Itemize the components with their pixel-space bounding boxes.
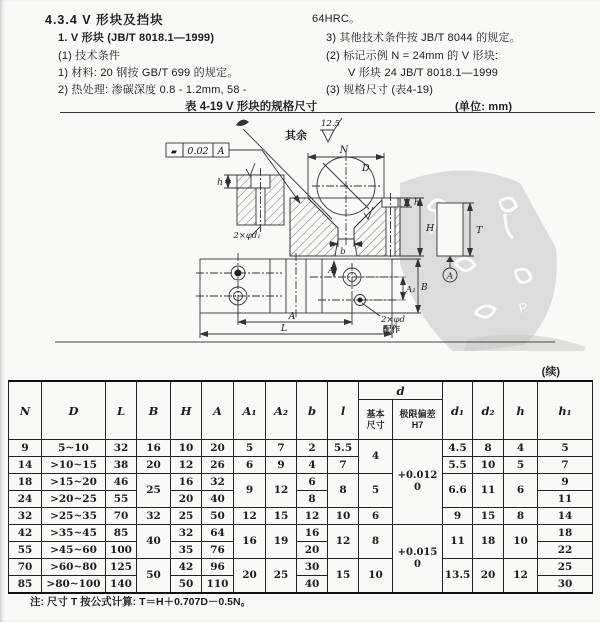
tolerance-symbol: ▰ [170, 147, 178, 156]
cell-l: 15 [328, 559, 359, 594]
cell-H: 50 [171, 576, 202, 594]
cell-B: 25 [137, 474, 171, 508]
cell-H: 16 [171, 474, 202, 491]
spec-table-wrap [8, 380, 593, 594]
tolerance-datum: A [217, 146, 225, 157]
cell-L: 70 [106, 508, 137, 525]
cell-l: 8 [328, 474, 359, 508]
cell-A1: 20 [234, 559, 266, 594]
cell-D: >25~35 [42, 508, 106, 525]
dev-line2: H7 [411, 419, 424, 430]
cell-d2: 20 [473, 559, 504, 594]
col-A2: A₂ [266, 381, 297, 440]
cell-h1: 7 [538, 457, 593, 474]
cell-h: 10 [504, 525, 538, 559]
col-d-basic [359, 400, 393, 440]
dim-H: H [426, 223, 435, 234]
table-caption: 表 4-19 V 形块的规格尺寸 [185, 101, 318, 113]
cell-b: 2 [297, 440, 328, 457]
cell-l: 5.5 [328, 440, 359, 457]
cell-B: 16 [137, 440, 171, 457]
para-hrc: 64HRC。 [312, 13, 361, 25]
cell-h1: 11 [538, 491, 593, 508]
cell-l: 10 [328, 508, 359, 525]
col-h: h [504, 381, 538, 440]
table-row [9, 457, 593, 474]
ra-check-icon [246, 163, 255, 176]
dim-N: N [339, 145, 349, 156]
cell-n: 18 [9, 474, 42, 491]
cell-h: 4 [504, 440, 538, 457]
col-B: B [137, 381, 171, 440]
cell-n: 9 [9, 440, 42, 457]
cell-A1: 9 [234, 474, 266, 508]
other-surfaces-label: 其余 [285, 130, 307, 142]
cell-A1: 5 [234, 440, 266, 457]
cell-A: 64 [202, 525, 234, 542]
col-H: H [171, 381, 202, 440]
dev-bot: 0 [414, 482, 421, 493]
cell-d1: 11 [443, 525, 473, 559]
cell-B: 32 [137, 508, 171, 525]
spec-table [8, 380, 593, 594]
dim-B: B [421, 283, 428, 293]
cell-L: 100 [106, 542, 137, 559]
cell-d2: 11 [473, 474, 504, 508]
cell-d-basic: 4 [359, 440, 393, 474]
table-row [9, 559, 593, 576]
cell-h: 5 [504, 457, 538, 474]
cell-h1: 14 [538, 508, 593, 525]
cell-A: 76 [202, 542, 234, 559]
cell-n: 14 [9, 457, 42, 474]
dim-A1: A₁ [328, 266, 337, 275]
col-L: L [106, 381, 137, 440]
para-material: 1) 材料: 20 钢按 GB/T 699 的规定。 [58, 67, 239, 79]
cell-A2: 12 [266, 474, 297, 508]
cell-H: 35 [171, 542, 202, 559]
dim-T: T [476, 225, 483, 236]
table-footnote: 注: 尺寸 T 按公式计算: T＝H＋0.707D－0.5N。 [30, 596, 252, 608]
table-unit: (单位: mm) [455, 101, 513, 113]
cell-h1: 22 [538, 542, 593, 559]
roughness-check-icon [236, 120, 249, 126]
dev-top: +0.012 [397, 470, 438, 481]
cell-B: 40 [137, 525, 171, 559]
cell-H: 25 [171, 508, 202, 525]
cell-A: 20 [202, 440, 234, 457]
table-row [9, 474, 593, 491]
top-holes-label: 2×φd [381, 315, 405, 325]
cell-D: >35~45 [42, 525, 106, 542]
cell-b: 4 [297, 457, 328, 474]
col-d1: d₁ [443, 381, 473, 440]
cell-n: 85 [9, 576, 42, 594]
dim-A: A [288, 311, 296, 322]
cell-A2: 15 [266, 508, 297, 525]
cell-h: 8 [504, 508, 538, 525]
cell-h1: 18 [538, 525, 593, 542]
col-b: b [297, 381, 328, 440]
cell-D: >10~15 [42, 457, 106, 474]
cell-D: >60~80 [42, 559, 106, 576]
col-A1: A₁ [234, 381, 266, 440]
cell-l: 12 [328, 525, 359, 559]
cell-d2: 18 [473, 525, 504, 559]
cell-n: 24 [9, 491, 42, 508]
cell-d1: 9 [443, 508, 473, 525]
cell-A: 26 [202, 457, 234, 474]
cell-A2: 7 [266, 440, 297, 457]
table-row [9, 508, 593, 525]
para-marking-line: V 形块 24 JB/T 8018.1—1999 [348, 67, 499, 79]
dev-bot: 0 [414, 558, 421, 570]
cell-d-basic: 8 [359, 525, 393, 559]
table-row [9, 440, 593, 457]
cell-b: 40 [297, 576, 328, 594]
cell-A1: 16 [234, 525, 266, 559]
watermark-stamp [400, 171, 586, 352]
cell-H: 20 [171, 491, 202, 508]
cell-h: 12 [504, 559, 538, 594]
cell-H: 10 [171, 440, 202, 457]
cell-h1: 30 [538, 576, 593, 594]
cell-A2: 19 [266, 525, 297, 559]
tolerance-value: 0.02 [187, 146, 209, 157]
basic-line1: 基本 [366, 409, 385, 419]
cell-L: 38 [106, 457, 137, 474]
cell-H: 32 [171, 525, 202, 542]
cell-L: 55 [106, 491, 137, 508]
cell-A: 96 [202, 559, 234, 576]
cell-b: 16 [297, 525, 328, 542]
basic-line2: 尺寸 [366, 419, 385, 430]
dim-b: b [340, 247, 346, 257]
cell-H: 42 [171, 559, 202, 576]
col-d2: d₂ [473, 381, 504, 440]
col-D: D [42, 381, 106, 440]
cell-d1: 13.5 [443, 559, 473, 594]
cell-d-basic: 5 [359, 474, 393, 508]
cell-deviation-g1 [393, 440, 443, 525]
cell-D: >45~60 [42, 542, 106, 559]
cell-A2: 25 [266, 559, 297, 594]
continued-mark: (续) [541, 366, 560, 378]
cell-L: 125 [106, 559, 137, 576]
cell-L: 85 [106, 525, 137, 542]
col-N: N [9, 381, 42, 440]
cell-A: 110 [202, 576, 234, 594]
para-v-block: 1. V 形块 (JB/T 8018.1—1999) [58, 32, 215, 44]
cell-L: 32 [106, 440, 137, 457]
cell-d2: 10 [473, 457, 504, 474]
cell-d1: 4.5 [443, 440, 473, 457]
cell-L: 46 [106, 474, 137, 491]
dim-h-front: h [414, 198, 420, 208]
fit-label: 配作 [383, 324, 401, 334]
dim-h-side: h [217, 178, 223, 188]
cell-l: 7 [328, 457, 359, 474]
dim-L: L [280, 323, 288, 334]
cell-n: 55 [9, 542, 42, 559]
cell-D: >80~100 [42, 576, 106, 594]
para-other-cond: 3) 其他技术条件按 JB/T 8044 的规定。 [326, 32, 521, 44]
cell-b: 6 [297, 474, 328, 491]
para-tech-cond: (1) 技术条件 [58, 50, 121, 62]
para-spec-size: (3) 规格尺寸 (表4-19) [326, 84, 434, 96]
cell-n: 32 [9, 508, 42, 525]
cell-d-basic: 10 [359, 559, 393, 594]
cell-B: 50 [137, 559, 171, 594]
side-view [224, 163, 284, 235]
cell-D: >15~20 [42, 474, 106, 491]
dim-D: D [362, 163, 370, 174]
front-holes-label: 2×φd₁ [233, 231, 261, 241]
v-block-drawing [0, 113, 600, 351]
cell-b: 12 [297, 508, 328, 525]
dev-top: +0.015 [397, 546, 438, 558]
col-l: l [328, 381, 359, 440]
cell-D: >20~25 [42, 491, 106, 508]
cell-L: 140 [106, 576, 137, 594]
cell-A: 50 [202, 508, 234, 525]
cell-d-basic: 6 [359, 508, 393, 525]
cell-d2: 8 [473, 440, 504, 457]
cell-d1: 6.6 [443, 474, 473, 508]
cell-h1: 25 [538, 559, 593, 576]
cell-A: 40 [202, 491, 234, 508]
para-marking-example: (2) 标记示例 N = 24mm 的 V 形块: [326, 50, 499, 62]
cell-H: 12 [171, 457, 202, 474]
cell-A2: 9 [266, 457, 297, 474]
col-d-deviation [393, 400, 443, 440]
para-heat-treat: 2) 热处理: 渗碳深度 0.8 - 1.2mm, 58 - [58, 84, 247, 96]
cell-b: 8 [297, 491, 328, 508]
cell-h1: 9 [538, 474, 593, 491]
cell-A: 32 [202, 474, 234, 491]
cell-B: 20 [137, 457, 171, 474]
cell-n: 70 [9, 559, 42, 576]
cell-d2: 15 [473, 508, 504, 525]
col-d-group: d [359, 381, 443, 400]
section-title: 4.3.4 V 形块及挡块 [45, 13, 164, 27]
col-h1: h₁ [538, 381, 593, 440]
cell-deviation-g2 [393, 525, 443, 594]
dev-line1: 极限偏差 [399, 409, 436, 419]
cell-h1: 5 [538, 440, 593, 457]
watermark-letter: P [517, 299, 530, 316]
roughness-value: 12.5 [321, 119, 340, 129]
cell-n: 42 [9, 525, 42, 542]
cell-A1: 6 [234, 457, 266, 474]
col-A: A [202, 381, 234, 440]
datum-letter: A [446, 271, 454, 282]
cell-b: 20 [297, 542, 328, 559]
table-row [9, 525, 593, 542]
dim-A2: A₂ [406, 285, 416, 295]
cell-d1: 5.5 [443, 457, 473, 474]
cell-D: 5~10 [42, 440, 106, 457]
cell-A1: 12 [234, 508, 266, 525]
cell-h: 6 [504, 474, 538, 508]
cell-b: 30 [297, 559, 328, 576]
